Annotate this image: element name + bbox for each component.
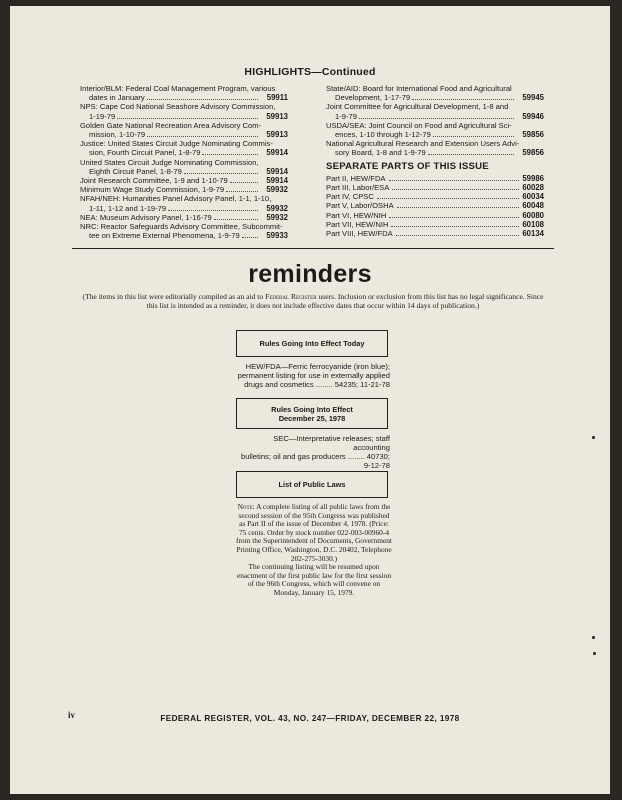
separate-part-label: Part VII, HEW/NIH bbox=[326, 219, 389, 229]
dot-leader bbox=[396, 229, 520, 236]
highlight-entry bbox=[80, 194, 288, 212]
highlight-page-number: 59932 bbox=[266, 212, 288, 222]
dot-leader bbox=[359, 112, 514, 119]
highlight-entry-line bbox=[326, 148, 544, 157]
dot-leader bbox=[226, 185, 258, 192]
highlight-entry-line bbox=[326, 84, 544, 93]
highlight-page-number: 59911 bbox=[266, 93, 288, 103]
highlight-entry bbox=[80, 102, 288, 120]
highlight-entry bbox=[80, 121, 288, 139]
highlight-page-number: 59946 bbox=[522, 111, 544, 121]
public-laws-title: List of Public Laws bbox=[278, 480, 346, 489]
public-laws-para-1 bbox=[236, 503, 392, 563]
reminders-note bbox=[80, 292, 546, 310]
reminders-note-text-2: users. Inclusion or exclusion from this list has no legal significance. Since this list is intended as a reminder, it does not include effective dates that occur within 14 days of publication.) bbox=[146, 292, 544, 310]
highlight-entry-line bbox=[80, 93, 288, 102]
separate-part-page: 60080 bbox=[522, 210, 544, 220]
rule-line: HEW/FDA—Ferric ferrocyanide (iron blue); bbox=[245, 362, 390, 371]
dot-leader bbox=[428, 148, 514, 155]
highlight-entry-text: NFAH/NEH: Humanities Panel Advisory Panel, 1-1, 1-10, bbox=[80, 194, 272, 204]
highlight-page-number: 59914 bbox=[266, 166, 288, 176]
rule-line: bulletins; oil and gas producers ........ 40730; bbox=[240, 452, 390, 461]
highlight-entry-text: Minimum Wage Study Commission, 1-9-79 bbox=[80, 185, 225, 195]
dot-leader bbox=[147, 130, 258, 137]
separate-part-label: Part VIII, HEW/FDA bbox=[326, 228, 393, 238]
highlight-entry-line bbox=[80, 102, 288, 111]
highlight-entry-text: sory Board, 1-8 and 1-9-79 bbox=[335, 148, 426, 158]
highlight-page-number: 59913 bbox=[266, 111, 288, 121]
highlight-entry-text: National Agricultural Research and Extension Users Advi- bbox=[326, 139, 520, 149]
dot-leader bbox=[397, 201, 520, 208]
separate-part-label: Part VI, HEW/NIH bbox=[326, 210, 387, 220]
separate-part-label: Part III, Labor/ESA bbox=[326, 183, 390, 193]
highlight-entry-line bbox=[80, 204, 288, 213]
highlight-entry-text: NRC: Reactor Safeguards Advisory Committee, Subcommit- bbox=[80, 222, 283, 232]
highlight-entry-text: tee on Extreme External Phenomena, 1-9-79 bbox=[89, 231, 240, 241]
highlight-entry-text: mission, 1-10-79 bbox=[89, 130, 146, 140]
highlight-entry-line bbox=[326, 112, 544, 121]
public-laws-para-2: The continuing listing will be resumed upon enactment of the first public law for the first session of the 96th Congress, which will convene on Monday, January 15, 1979. bbox=[236, 562, 392, 597]
highlight-entry-text: Development, 1-17-79 bbox=[335, 93, 411, 103]
page-footer: FEDERAL REGISTER, VOL. 43, NO. 247—FRIDAY, DECEMBER 22, 1978 bbox=[160, 714, 460, 723]
dot-leader bbox=[391, 220, 519, 227]
rule-line: drugs and cosmetics ........ 54235; 11-21-78 bbox=[244, 380, 390, 389]
public-laws-para-1-text: A complete listing of all public laws from the second session of the 95th Congress was published as Part II of the issue of December 4, 1978. (Price: 75 cents. Order by stock number 022-003-00960-4 from the Superintendent of Documents, Government Printing Office, Washington, D.C. 20402, Telephone 202-275-3030.) bbox=[236, 502, 392, 563]
separate-part-row bbox=[326, 192, 544, 201]
highlight-entry-text: NEA: Museum Advisory Panel, 1-16-79 bbox=[80, 212, 212, 222]
section-divider bbox=[72, 248, 554, 249]
right-entries bbox=[326, 84, 544, 158]
highlight-entry-text: dates in January bbox=[89, 93, 145, 103]
highlight-entry-line bbox=[80, 121, 288, 130]
highlight-entry-line bbox=[80, 148, 288, 157]
highlight-page-number: 59914 bbox=[266, 148, 288, 158]
highlight-entry-text: USDA/SEA: Joint Council on Food and Agricultural Sci- bbox=[326, 120, 512, 130]
rules-effect-dec25-title: Rules Going Into Effect bbox=[271, 404, 353, 414]
separate-part-page: 60134 bbox=[522, 228, 544, 238]
separate-part-row bbox=[326, 174, 544, 183]
highlight-page-number: 59933 bbox=[266, 231, 288, 241]
page-number: iv bbox=[68, 710, 76, 720]
separate-part-row bbox=[326, 201, 544, 210]
highlight-page-number: 59932 bbox=[266, 185, 288, 195]
separate-part-page: 60028 bbox=[522, 183, 544, 193]
highlight-entry-text: Eighth Circuit Panel, 1-8-79 bbox=[89, 166, 182, 176]
separate-part-row bbox=[326, 211, 544, 220]
separate-part-label: Part V, Labor/OSHA bbox=[326, 201, 394, 211]
highlight-entry-text: 1-11, 1-12 and 1-19-79 bbox=[89, 203, 167, 213]
highlight-entry-text: Golden Gate National Recreation Area Advisory Com- bbox=[80, 120, 262, 130]
rules-effect-today-box bbox=[236, 330, 388, 357]
separate-part-label: Part IV, CPSC bbox=[326, 192, 374, 202]
reminders-note-federal-register: Federal Register bbox=[265, 292, 317, 301]
highlight-entry-line bbox=[80, 176, 288, 185]
highlight-entry bbox=[80, 139, 288, 157]
highlight-entry-line bbox=[80, 185, 288, 194]
highlight-entry-text: NPS: Cape Cod National Seashore Advisory Commission, bbox=[80, 102, 276, 112]
scan-speck bbox=[592, 436, 595, 439]
highlight-entry-line bbox=[80, 112, 288, 121]
dot-leader bbox=[377, 192, 519, 199]
rules-effect-dec25-box bbox=[236, 398, 388, 429]
dot-leader bbox=[389, 211, 519, 218]
rules-effect-dec25-date: December 25, 1978 bbox=[278, 413, 346, 423]
document-page bbox=[10, 6, 610, 794]
dot-leader bbox=[412, 93, 514, 100]
highlight-entry bbox=[80, 185, 288, 194]
highlight-entry-text: United States Circuit Judge Nominating Commission, bbox=[80, 157, 259, 167]
separate-part-row bbox=[326, 229, 544, 238]
dot-leader bbox=[392, 183, 519, 190]
scan-speck bbox=[593, 652, 596, 655]
highlights-right-column bbox=[326, 84, 544, 238]
highlight-entry bbox=[80, 176, 288, 185]
highlight-entry bbox=[80, 158, 288, 176]
rules-effect-today-text bbox=[236, 362, 390, 389]
dot-leader bbox=[230, 176, 258, 183]
dot-leader bbox=[184, 167, 258, 174]
dot-leader bbox=[242, 231, 258, 238]
highlight-entry bbox=[326, 102, 544, 120]
highlight-entry-line bbox=[326, 102, 544, 111]
highlight-entry bbox=[80, 84, 288, 102]
highlight-entry-text: State/AID: Board for International Food and Agricultural bbox=[326, 84, 512, 93]
highlight-entry-line bbox=[326, 121, 544, 130]
highlight-entry-line bbox=[80, 213, 288, 222]
highlight-entry-line bbox=[326, 93, 544, 102]
rule-line: permanent listing for use in externally applied bbox=[237, 371, 390, 380]
separate-parts-title: SEPARATE PARTS OF THIS ISSUE bbox=[326, 160, 489, 172]
reminders-note-text-1: (The items in this list were editorially compiled as an aid to bbox=[82, 292, 266, 301]
highlight-entry-text: Interior/BLM: Federal Coal Management Program, various bbox=[80, 84, 276, 93]
dot-leader bbox=[202, 148, 258, 155]
highlight-entry bbox=[80, 213, 288, 222]
separate-part-page: 60108 bbox=[522, 219, 544, 229]
highlight-entry bbox=[326, 139, 544, 157]
dot-leader bbox=[168, 204, 258, 211]
separate-parts-list bbox=[326, 174, 544, 238]
highlight-entry bbox=[326, 121, 544, 139]
highlight-entry-line bbox=[80, 222, 288, 231]
highlight-entry-text: sion, Fourth Circuit Panel, 1-8-79 bbox=[89, 148, 201, 158]
separate-part-page: 60048 bbox=[522, 201, 544, 211]
highlight-entry-line bbox=[80, 158, 288, 167]
highlight-entry-line bbox=[80, 84, 288, 93]
highlight-entry-text: 1-9-79 bbox=[335, 111, 357, 121]
dot-leader bbox=[389, 174, 520, 181]
dot-leader bbox=[214, 213, 258, 220]
public-laws-text bbox=[236, 503, 392, 598]
scan-speck bbox=[592, 636, 595, 639]
separate-part-label: Part II, HEW/FDA bbox=[326, 173, 386, 183]
highlight-entry-text: Justice: United States Circuit Judge Nominating Commis- bbox=[80, 139, 273, 149]
highlight-entry-text: Joint Research Committee, 1-9 and 1-10-79 bbox=[80, 176, 228, 186]
note-label: Note: bbox=[237, 502, 255, 511]
dot-leader bbox=[147, 93, 258, 100]
highlight-entry-line bbox=[80, 130, 288, 139]
separate-part-row bbox=[326, 183, 544, 192]
rule-line: SEC—Interpretative releases; staff accounting bbox=[273, 434, 390, 452]
highlight-page-number: 59945 bbox=[522, 93, 544, 103]
separate-part-page: 60034 bbox=[522, 192, 544, 202]
rules-effect-dec25-text bbox=[236, 434, 390, 470]
highlight-entry-text: ences, 1-10 through 1-12-79 bbox=[335, 130, 431, 140]
highlight-entry-line bbox=[80, 167, 288, 176]
highlight-page-number: 59932 bbox=[266, 203, 288, 213]
rule-line: 9-12-78 bbox=[363, 461, 390, 470]
highlight-entry-line bbox=[80, 194, 288, 203]
separate-part-page: 59986 bbox=[522, 173, 544, 183]
highlight-entry-text: Joint Committee for Agricultural Development, 1-8 and bbox=[326, 102, 509, 112]
highlight-entry-line bbox=[326, 139, 544, 148]
highlight-entry bbox=[80, 222, 288, 240]
highlight-entry bbox=[326, 84, 544, 102]
highlight-entry-line bbox=[80, 139, 288, 148]
reminders-title: reminders bbox=[248, 260, 372, 288]
dot-leader bbox=[117, 112, 258, 119]
highlights-title: HIGHLIGHTS—Continued bbox=[244, 66, 376, 78]
separate-part-row bbox=[326, 220, 544, 229]
highlight-entry-line bbox=[80, 231, 288, 240]
dot-leader bbox=[433, 130, 514, 137]
highlight-entry-line bbox=[326, 130, 544, 139]
highlight-page-number: 59856 bbox=[522, 130, 544, 140]
highlights-left-column bbox=[80, 84, 288, 240]
highlight-entry-text: 1-19-79 bbox=[89, 111, 116, 121]
rules-effect-today-title: Rules Going Into Effect Today bbox=[259, 339, 365, 348]
highlight-page-number: 59856 bbox=[522, 148, 544, 158]
highlight-page-number: 59914 bbox=[266, 176, 288, 186]
highlight-page-number: 59913 bbox=[266, 130, 288, 140]
public-laws-box bbox=[236, 471, 388, 498]
